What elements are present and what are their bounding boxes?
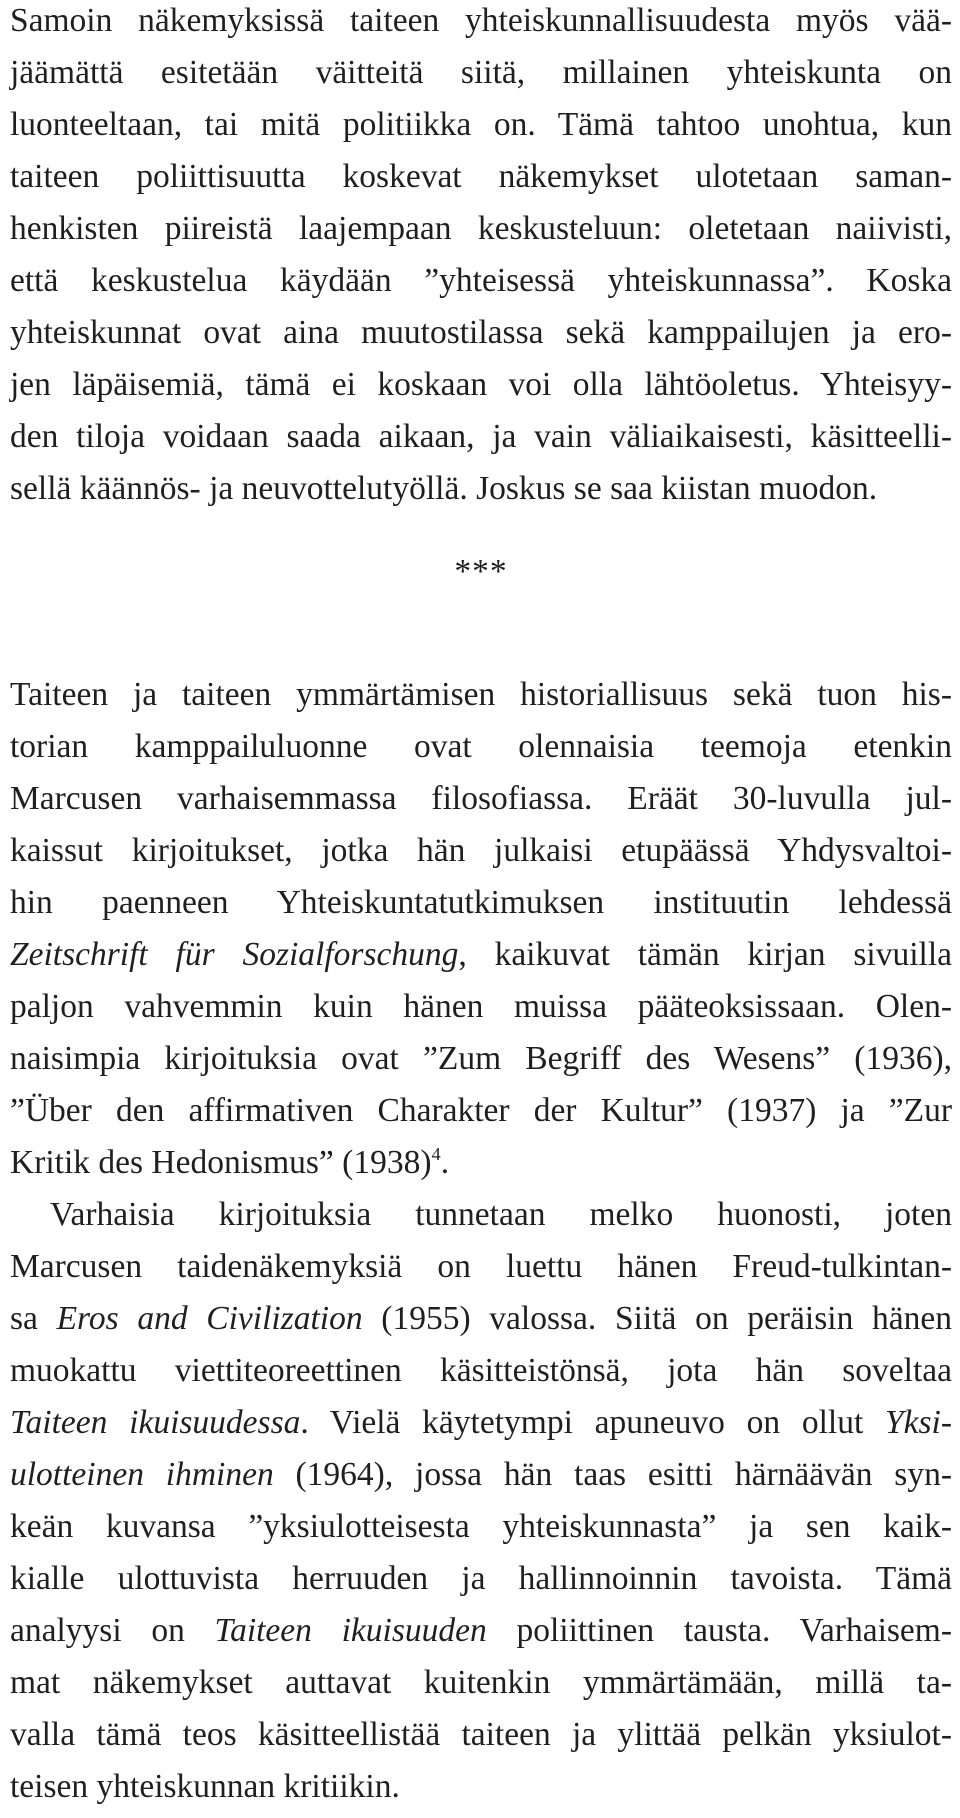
text-line: sellä käännös- ja neuvottelutyöllä. Joskus se saa kiistan muodon.: [10, 470, 878, 507]
section-separator: ***: [454, 553, 508, 590]
text-line: Varhaisia kirjoituksia tunnetaan melko huonosti, joten: [50, 1196, 952, 1233]
text-line: kaissut kirjoitukset, jotka hän julkaisi etupäässä Yhdysvaltoi-: [10, 832, 952, 869]
text-line: [10, 1454, 952, 1506]
text-span: . Vielä käytetympi apuneuvo on ollut: [300, 1404, 886, 1441]
text-line: ”Über den affirmativen Charakter der Kultur” (1937) ja ”Zur: [10, 1092, 952, 1129]
text-line: [10, 1142, 952, 1194]
text-line: [10, 934, 952, 986]
text-line: [10, 1610, 952, 1662]
text-line: torian kamppailuluonne ovat olennaisia teemoja etenkin: [10, 728, 952, 765]
text-line: jen läpäisemiä, tämä ei koskaan voi olla lähtöoletus. Yhteisyy-: [10, 366, 952, 403]
text-line: teisen yhteiskunnan kritiikin.: [10, 1768, 400, 1805]
text-span: Kritik des Hedonismus” (1938): [10, 1144, 432, 1181]
book-title: Taiteen ikuisuuden: [214, 1612, 487, 1649]
text-span: poliittinen tausta. Varhaisem-: [486, 1612, 952, 1649]
text-line: valla tämä teos käsitteellistää taiteen ja ylittää pelkän yksiulot-: [10, 1716, 952, 1753]
text-line: muokattu viettiteoreettinen käsitteistönsä, jota hän soveltaa: [10, 1352, 952, 1389]
text-line: luonteeltaan, tai mitä politiikka on. Tämä tahtoo unohtua, kun: [10, 106, 952, 143]
footnote-marker: 4: [431, 1144, 441, 1165]
text-line: Taiteen ja taiteen ymmärtämisen historiallisuus sekä tuon his-: [10, 676, 952, 713]
text-line: hin paenneen Yhteiskuntatutkimuksen instituutin lehdessä: [10, 884, 952, 921]
book-title: Eros and Civilization: [56, 1300, 363, 1337]
text-span: sa: [10, 1300, 57, 1337]
book-title: ulotteinen ihminen: [10, 1456, 274, 1493]
text-line: jäämättä esitetään väitteitä siitä, millainen yhteiskunta on: [10, 54, 952, 91]
document-page: [10, 0, 952, 1818]
text-line: paljon vahvemmin kuin hänen muissa pääteoksissaan. Olen-: [10, 988, 952, 1025]
text-line: henkisten piireistä laajempaan keskusteluun: oletetaan naiivisti,: [10, 210, 952, 247]
text-line: yhteiskunnat ovat aina muutostilassa sekä kamppailujen ja ero-: [10, 314, 952, 351]
text-span: .: [440, 1144, 450, 1181]
text-line: den tiloja voidaan saada aikaan, ja vain väliaikaisesti, käsitteelli-: [10, 418, 952, 455]
book-title: Yksi-: [885, 1404, 953, 1441]
text-line: [10, 1298, 952, 1350]
text-span: (1955) valossa. Siitä on peräisin hänen: [362, 1300, 952, 1337]
text-line: naisimpia kirjoituksia ovat ”Zum Begriff des Wesens” (1936),: [10, 1040, 952, 1077]
text-line: keän kuvansa ”yksiulotteisesta yhteiskunnasta” ja sen kaik-: [10, 1508, 952, 1545]
paragraph-3: [10, 1194, 952, 1818]
text-span: , kaikuvat tämän kirjan sivuilla: [458, 936, 953, 973]
book-title: Taiteen ikuisuudessa: [10, 1404, 301, 1441]
text-line: mat näkemykset auttavat kuitenkin ymmärtämään, millä ta-: [10, 1664, 952, 1701]
text-line: taiteen poliittisuutta koskevat näkemykset ulotetaan saman-: [10, 158, 952, 195]
text-line: Marcusen taidenäkemyksiä on luettu hänen Freud-tulkintan-: [10, 1248, 952, 1285]
paragraph-2: [10, 674, 952, 1194]
text-line: että keskustelua käydään ”yhteisessä yhteiskunnassa”. Koska: [10, 262, 952, 299]
text-line: Marcusen varhaisemmassa filosofiassa. Eräät 30-luvulla jul-: [10, 780, 952, 817]
paragraph-1: [10, 0, 952, 520]
spacer: [10, 624, 952, 674]
journal-title: Zeitschrift für Sozialforschung: [10, 936, 459, 973]
text-line: Samoin näkemyksissä taiteen yhteiskunnallisuudesta myös vää-: [10, 2, 952, 39]
text-line: kialle ulottuvista herruuden ja hallinnoinnin tavoista. Tämä: [10, 1560, 952, 1597]
text-span: (1964), jossa hän taas esitti härnäävän syn-: [273, 1456, 952, 1493]
text-line: [10, 1402, 952, 1454]
text-span: analyysi on: [10, 1612, 215, 1649]
